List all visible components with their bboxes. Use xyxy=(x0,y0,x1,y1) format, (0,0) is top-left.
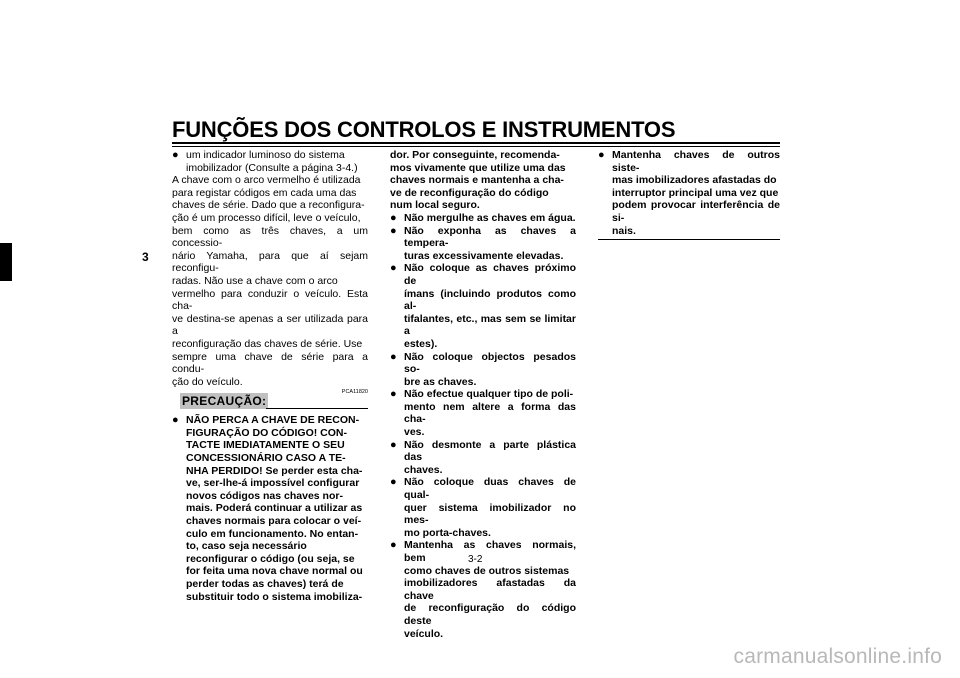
text-line: de reconfiguração do código deste xyxy=(404,602,576,627)
caution-end-rule xyxy=(598,239,780,240)
bullet-icon: ● xyxy=(172,414,179,427)
caution-label: PRECAUÇÃO: xyxy=(182,394,267,409)
text-line: estes). xyxy=(404,337,438,350)
text-line: Não mergulhe as chaves em água. xyxy=(404,211,576,224)
text-line: A chave com o arco vermelho é utilizada xyxy=(172,174,361,187)
bullet-icon: ● xyxy=(390,350,397,363)
text-line: reconfigurar o código (ou seja, se xyxy=(186,552,355,565)
title-rule-thick xyxy=(172,142,780,144)
text-line: tifalantes, etc., mas sem se limitar a xyxy=(404,312,576,338)
text-line: bem como as três chaves, a um concessio- xyxy=(172,224,368,250)
text-line: veículo. xyxy=(404,627,444,640)
title-rule-thin xyxy=(172,146,780,147)
text-line: for feita uma nova chave normal ou xyxy=(186,565,363,578)
text-line: Não coloque objectos pesados so- xyxy=(404,350,576,376)
text-line: turas excessivamente elevadas. xyxy=(404,249,564,262)
caution-header xyxy=(172,389,368,409)
text-line: Não desmonte a parte plástica das xyxy=(404,438,576,464)
text-line: ímans (incluindo produtos como al- xyxy=(404,287,576,313)
text-line: NÃO PERCA A CHAVE DE RECON- xyxy=(186,414,360,427)
text-line: Não exponha as chaves a tempera- xyxy=(404,224,576,250)
text-line: chaves. xyxy=(404,463,443,476)
text-line: to, caso seja necessário xyxy=(186,540,307,553)
page-number: 3-2 xyxy=(468,554,483,565)
text-line: bre as chaves. xyxy=(404,375,477,388)
text-line: Mantenha as chaves normais, bem xyxy=(404,539,576,564)
list-item xyxy=(390,225,576,263)
caution-code: PCA11820 xyxy=(341,389,368,396)
text-line: dor. Por conseguinte, recomenda- xyxy=(390,149,560,161)
text-line: nais. xyxy=(612,224,636,237)
paragraph xyxy=(172,174,368,388)
text-line: como chaves de outros sistemas xyxy=(404,564,570,577)
page-title: FUNÇÕES DOS CONTROLOS E INSTRUMENTOS xyxy=(172,117,676,142)
text-line: chaves de série. Dado que a reconfigura- xyxy=(172,199,365,212)
text-line: reconfiguração das chaves de série. Use xyxy=(172,337,363,350)
bullet-icon: ● xyxy=(390,224,397,237)
text-line: ve de reconfiguração do código xyxy=(390,186,549,199)
text-line: novos códigos nas chaves nor- xyxy=(186,489,343,502)
bullet-icon: ● xyxy=(390,211,397,224)
list-item xyxy=(390,439,576,477)
text-line: imobilizadores afastadas da chave xyxy=(404,577,576,602)
text-line: para registar códigos em cada uma das xyxy=(172,186,357,199)
text-line: mas imobilizadores afastadas do xyxy=(612,174,777,187)
list-item xyxy=(390,262,576,350)
list-item xyxy=(598,149,780,237)
text-line: ve, ser-lhe-á impossível configurar xyxy=(186,477,360,490)
text-line: Mantenha chaves de outros siste- xyxy=(612,149,780,174)
text-line: NHA PERDIDO! Se perder esta cha- xyxy=(186,464,363,477)
text-line: quer sistema imobilizador no mes- xyxy=(404,501,576,527)
chapter-number: 3 xyxy=(142,250,149,264)
text-line: imobilizador (Consulte a página 3-4.) xyxy=(186,161,358,174)
column-2 xyxy=(390,149,576,640)
text-line: chaves normais e mantenha a cha- xyxy=(390,174,564,187)
caution-rule xyxy=(266,408,368,409)
text-line: perder todas as chaves) terá de xyxy=(186,578,344,590)
text-line: nário Yamaha, para que aí sejam reconfigu- xyxy=(172,249,368,275)
text-line: FIGURAÇÃO DO CÓDIGO! CON- xyxy=(186,426,347,439)
column-3 xyxy=(598,149,780,240)
text-line: radas. Não use a chave com o arco xyxy=(172,274,338,287)
text-line: mos vivamente que utilize uma das xyxy=(390,161,566,174)
chapter-tab xyxy=(0,243,12,281)
text-line: mo porta-chaves. xyxy=(404,526,491,539)
text-line: chaves normais para colocar o veí- xyxy=(186,515,362,528)
caution-bullet xyxy=(172,414,368,603)
text-line: ves. xyxy=(404,426,425,439)
watermark: carmanualsonline.info xyxy=(733,645,942,668)
caution-continuation xyxy=(390,149,576,212)
text-line: num local seguro. xyxy=(390,199,480,212)
bullet-icon: ● xyxy=(390,476,397,489)
text-line: sempre uma chave de série para a condu- xyxy=(172,350,368,376)
text-line: culo em funcionamento. No entan- xyxy=(186,527,359,540)
text-line: interruptor principal uma vez que xyxy=(612,186,779,199)
list-item xyxy=(390,476,576,539)
list-item xyxy=(390,351,576,389)
text-line: ção é um processo difícil, leve o veículo, xyxy=(172,211,361,224)
text-line: um indicador luminoso do sistema xyxy=(186,149,345,161)
text-line: substituir todo o sistema imobiliza- xyxy=(186,590,363,603)
text-line: Não coloque as chaves próximo de xyxy=(404,262,576,287)
text-line: Não coloque duas chaves de qual- xyxy=(404,476,576,502)
list-item xyxy=(390,388,576,438)
column-1 xyxy=(172,149,368,603)
bullet-icon: ● xyxy=(172,149,179,161)
list-item xyxy=(390,212,576,225)
bullet-icon: ● xyxy=(390,539,397,552)
bullet-item xyxy=(172,149,368,174)
text-line: mais. Poderá continuar a utilizar as xyxy=(186,502,363,515)
text-line: ve destina-se apenas a ser utilizada para a xyxy=(172,312,368,338)
bullet-icon: ● xyxy=(390,388,397,401)
text-line: ção do veículo. xyxy=(172,375,243,388)
bullet-icon: ● xyxy=(598,149,605,161)
text-line: mento nem altere a forma das cha- xyxy=(404,400,576,426)
text-line: podem provocar interferência de si- xyxy=(612,199,780,224)
text-line: CONCESSIONÁRIO CASO A TE- xyxy=(186,452,346,465)
bullet-icon: ● xyxy=(390,438,397,451)
text-line: TACTE IMEDIATAMENTE O SEU xyxy=(186,439,345,452)
text-line: Não efectue qualquer tipo de poli- xyxy=(404,388,574,401)
text-line: vermelho para conduzir o veículo. Esta cha- xyxy=(172,287,368,313)
bullet-icon: ● xyxy=(390,262,397,275)
list-item xyxy=(390,539,576,640)
